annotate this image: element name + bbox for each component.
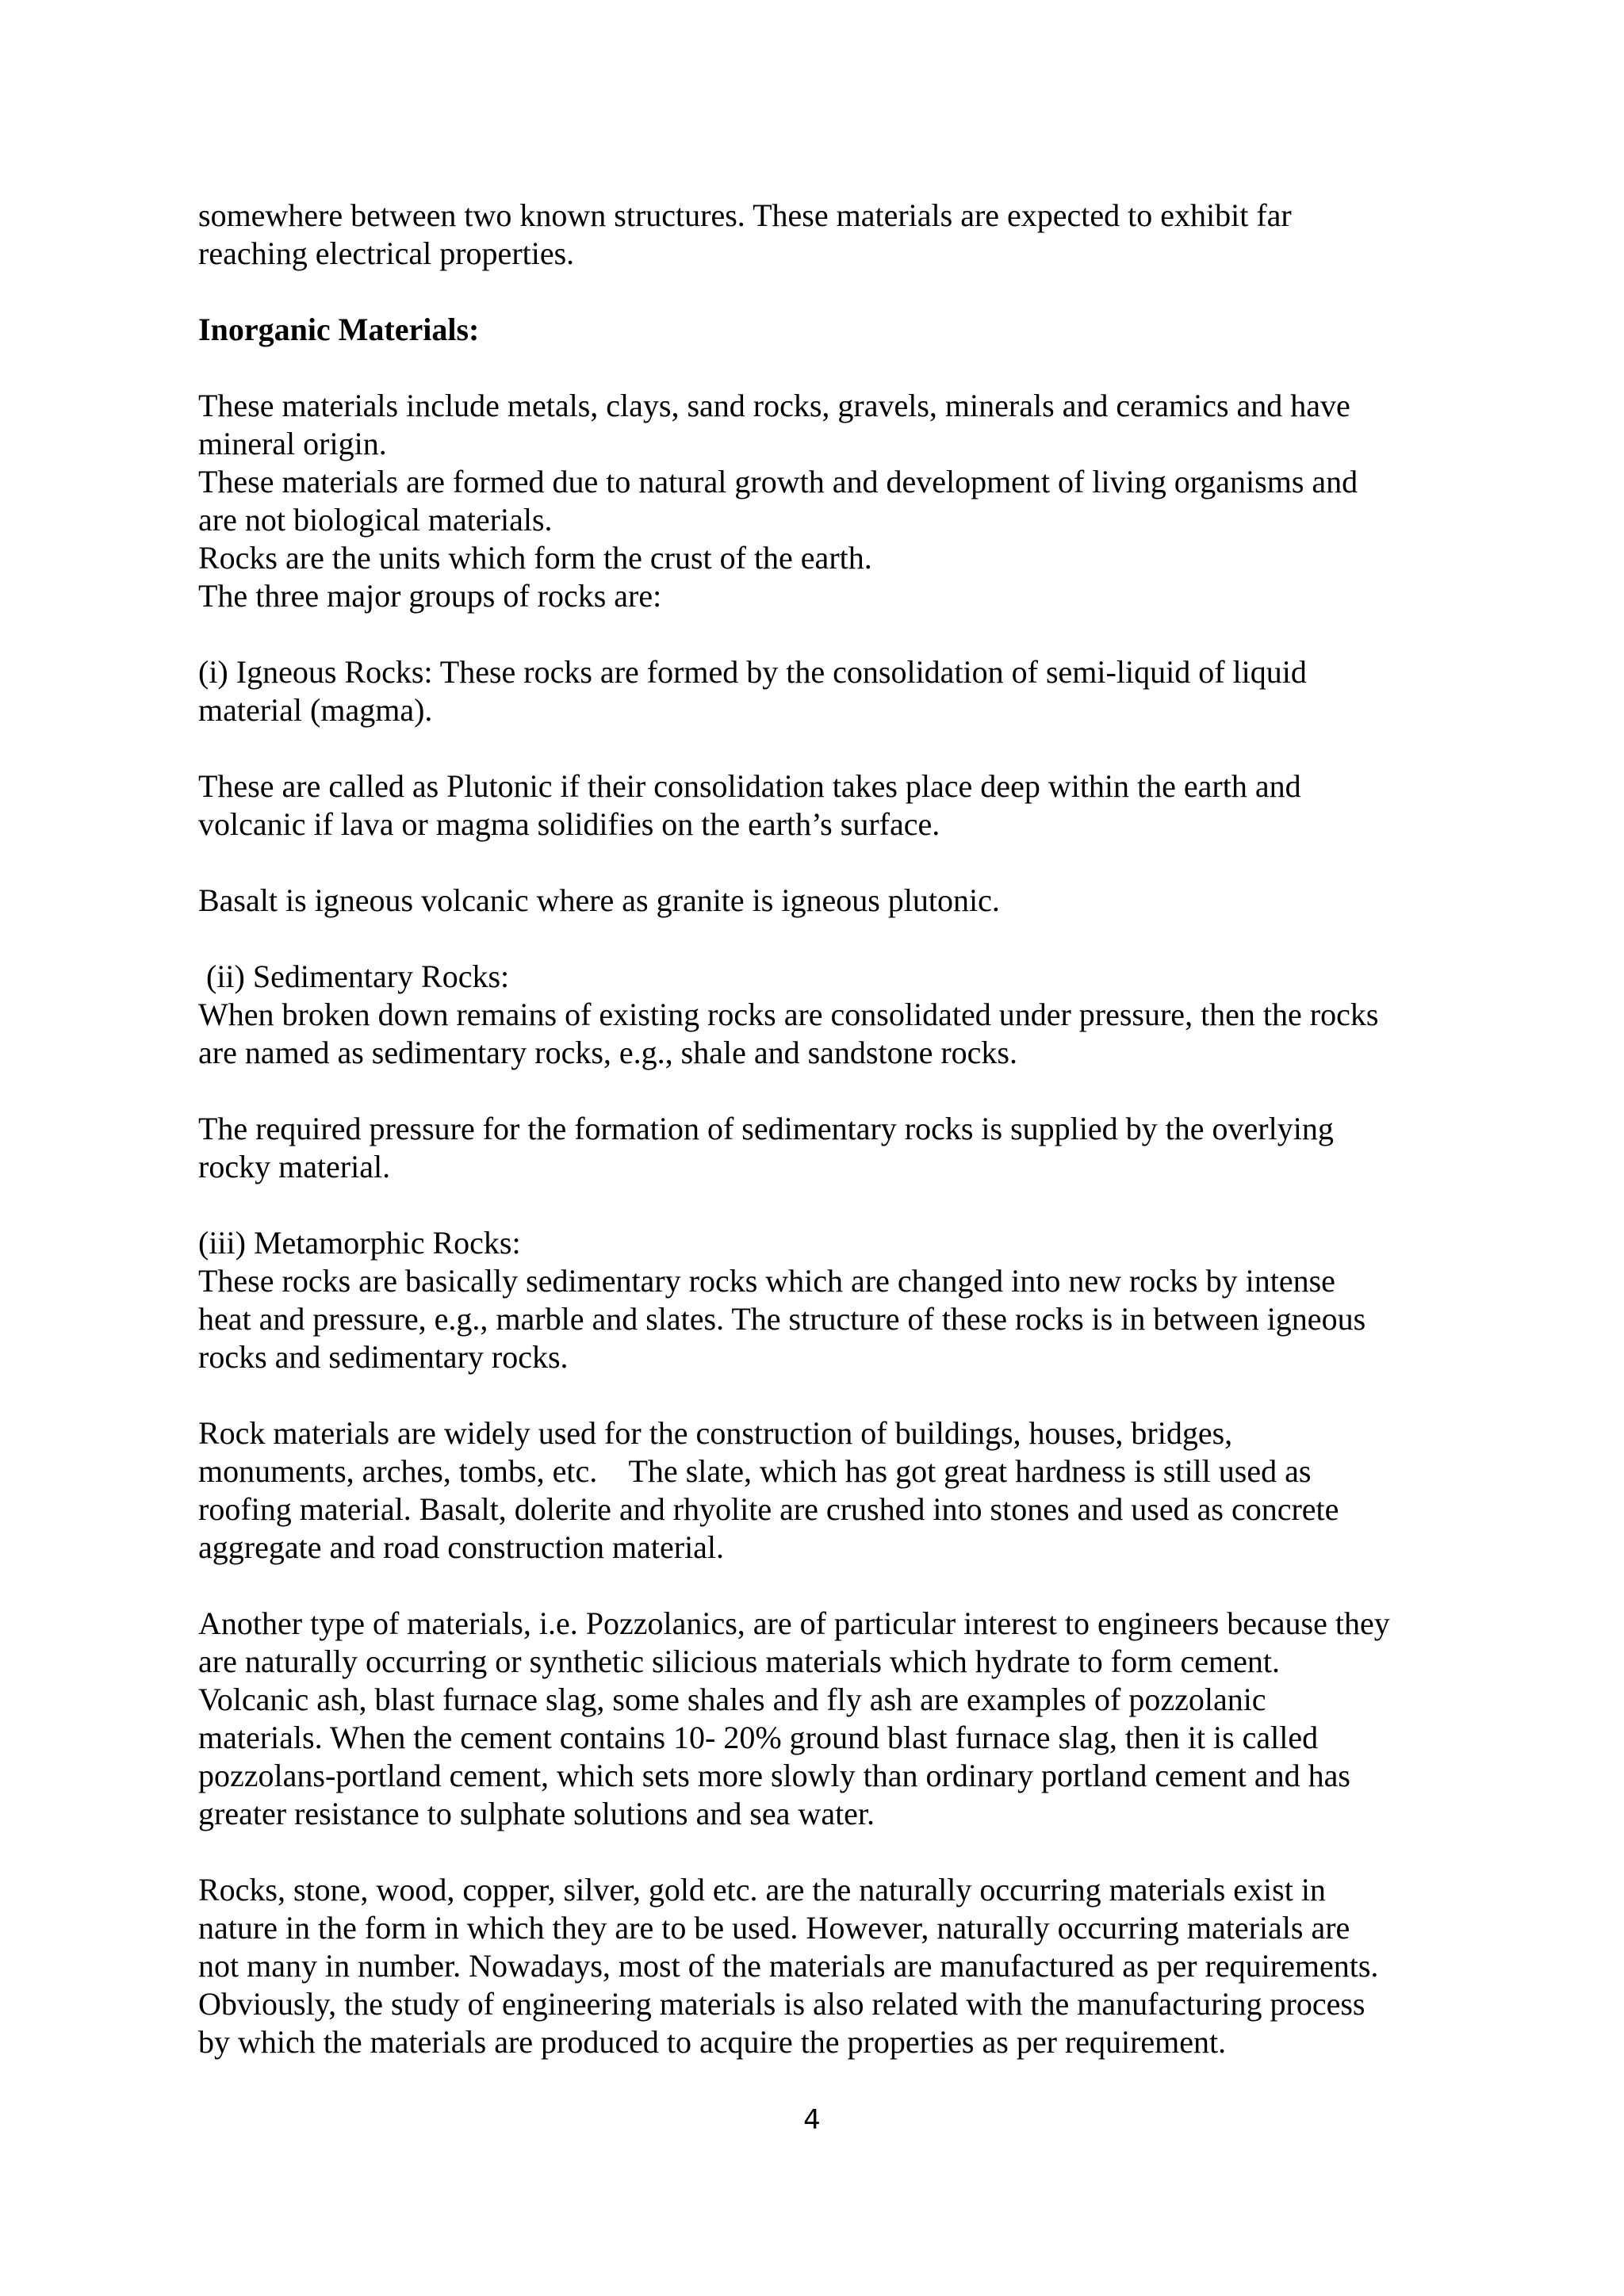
paragraph — [198, 387, 1451, 615]
paragraph-gap — [198, 1186, 1451, 1224]
paragraph — [198, 1871, 1451, 2061]
text-line: Rocks are the units which form the crust of the earth. — [198, 540, 872, 576]
text-line: material (magma). — [198, 692, 433, 728]
text-line: These rocks are basically sedimentary rocks which are changed into new rocks by intense — [198, 1263, 1335, 1299]
paragraph — [198, 197, 1451, 273]
section-heading — [198, 311, 1451, 349]
text-line: aggregate and road construction material. — [198, 1529, 725, 1565]
text-line: Basalt is igneous volcanic where as granite is igneous plutonic. — [198, 882, 1000, 918]
text-line: Obviously, the study of engineering materials is also related with the manufacturing process — [198, 1986, 1365, 2022]
text-line: These materials are formed due to natural growth and development of living organisms and — [198, 464, 1358, 499]
paragraph — [198, 1110, 1451, 1186]
page-body — [198, 197, 1451, 2061]
text-line: are not biological materials. — [198, 502, 553, 538]
text-line: rocks and sedimentary rocks. — [198, 1339, 569, 1375]
paragraph-gap — [198, 349, 1451, 387]
paragraph — [198, 653, 1451, 729]
section-heading-text: Inorganic Materials: — [198, 312, 480, 347]
text-line: Volcanic ash, blast furnace slag, some shales and fly ash are examples of pozzolanic — [198, 1682, 1266, 1717]
paragraph-gap — [198, 729, 1451, 767]
paragraph-gap — [198, 273, 1451, 311]
text-line: not many in number. Nowadays, most of the materials are manufactured as per requirements. — [198, 1948, 1379, 1984]
paragraph — [198, 767, 1451, 844]
paragraph-gap — [198, 920, 1451, 958]
text-line: greater resistance to sulphate solutions and sea water. — [198, 1796, 875, 1831]
text-line: Rock materials are widely used for the construction of buildings, houses, bridges, — [198, 1415, 1233, 1451]
text-line: mineral origin. — [198, 426, 387, 461]
text-line: reaching electrical properties. — [198, 235, 575, 271]
page-number: 4 — [803, 2104, 821, 2136]
text-line: These are called as Plutonic if their consolidation takes place deep within the earth and — [198, 768, 1301, 804]
paragraph-gap — [198, 615, 1451, 653]
text-line: monuments, arches, tombs, etc. The slate, which has got great hardness is still used as — [198, 1453, 1312, 1489]
text-line: (i) Igneous Rocks: These rocks are formed by the consolidation of semi-liquid of liquid — [198, 654, 1307, 690]
text-line: When broken down remains of existing rocks are consolidated under pressure, then the rocks — [198, 997, 1379, 1032]
text-line: are naturally occurring or synthetic silicious materials which hydrate to form cement. — [198, 1644, 1280, 1679]
paragraph-gap — [198, 1072, 1451, 1110]
text-line: by which the materials are produced to acquire the properties as per requirement. — [198, 2024, 1227, 2060]
text-line: Rocks, stone, wood, copper, silver, gold etc. are the naturally occurring materials exist in — [198, 1872, 1326, 1908]
text-line: pozzolans-portland cement, which sets more slowly than ordinary portland cement and has — [198, 1758, 1350, 1793]
paragraph — [198, 882, 1451, 920]
text-line: These materials include metals, clays, sand rocks, gravels, minerals and ceramics and have — [198, 388, 1350, 423]
text-line: nature in the form in which they are to be used. However, naturally occurring materials are — [198, 1910, 1350, 1946]
paragraph — [198, 1414, 1451, 1567]
paragraph-gap — [198, 1567, 1451, 1605]
paragraph-gap — [198, 1376, 1451, 1414]
text-line: heat and pressure, e.g., marble and slates. The structure of these rocks is in between igneous — [198, 1301, 1366, 1337]
text-line: roofing material. Basalt, dolerite and rhyolite are crushed into stones and used as concrete — [198, 1491, 1339, 1527]
text-line: somewhere between two known structures. These materials are expected to exhibit far — [198, 197, 1292, 233]
text-line: Another type of materials, i.e. Pozzolanics, are of particular interest to engineers because they — [198, 1605, 1390, 1641]
text-line: (iii) Metamorphic Rocks: — [198, 1225, 521, 1261]
paragraph — [198, 1224, 1451, 1376]
text-line: The three major groups of rocks are: — [198, 578, 662, 614]
paragraph — [198, 1605, 1451, 1833]
text-line: volcanic if lava or magma solidifies on the earth’s surface. — [198, 806, 940, 842]
paragraph-gap — [198, 844, 1451, 882]
text-line: The required pressure for the formation of sedimentary rocks is supplied by the overlying — [198, 1111, 1334, 1146]
paragraph — [198, 958, 1451, 1072]
text-line: rocky material. — [198, 1149, 391, 1184]
paragraph-gap — [198, 1833, 1451, 1871]
text-line: are named as sedimentary rocks, e.g., shale and sandstone rocks. — [198, 1035, 1017, 1070]
text-line: materials. When the cement contains 10- 20% ground blast furnace slag, then it is called — [198, 1720, 1319, 1755]
text-line: (ii) Sedimentary Rocks: — [198, 959, 510, 994]
